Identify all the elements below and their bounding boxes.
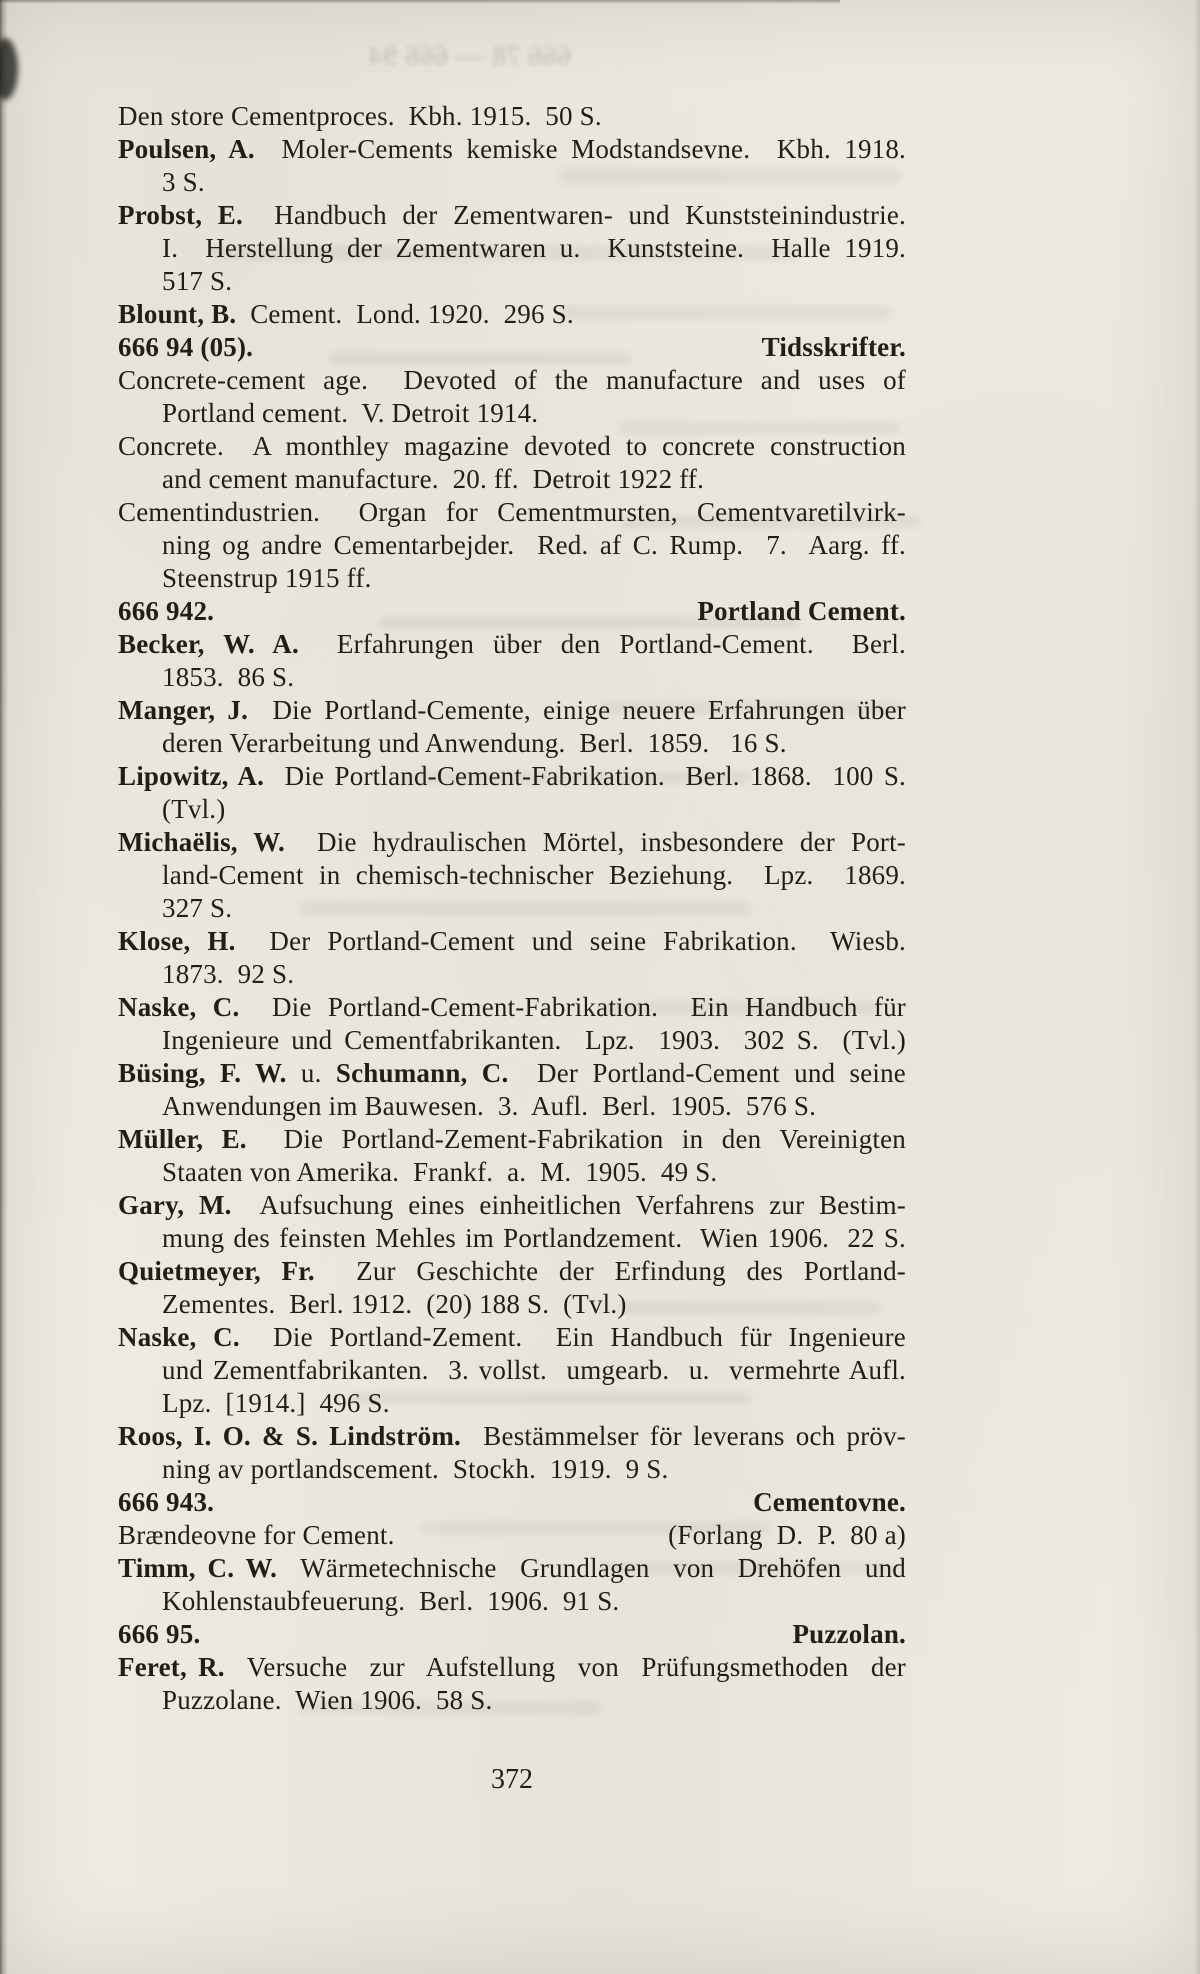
entry-text: Die Portland-Cement-Fabrikation. Ein Handbuch für — [239, 992, 906, 1022]
bibliography-line — [118, 1090, 906, 1123]
bibliography-line — [118, 100, 906, 133]
scan-edge-artifact — [0, 38, 18, 100]
bibliography-line — [118, 991, 906, 1024]
section-title: Portland Cement. — [697, 596, 906, 626]
author-name: Michaëlis, W. — [118, 827, 285, 857]
entry-text: Cement. Lond. 1920. 296 S. — [236, 299, 574, 329]
entry-text: Die Portland-Zement-Fabrikation in den Vereinigten — [246, 1124, 906, 1154]
entry-reference: (Forlang D. P. 80 a) — [668, 1520, 906, 1550]
entry-text: Kohlenstaubfeuerung. Berl. 1906. 91 S. — [162, 1586, 620, 1616]
bibliography-line — [118, 1420, 906, 1453]
author-name: Müller, E. — [118, 1124, 247, 1154]
author-name: Poulsen, A. — [118, 134, 255, 164]
entry-text: and cement manufacture. 20. ff. Detroit 1922 ff. — [162, 464, 705, 494]
entry-text: Der Portland-Cement und seine Fabrikation. Wiesb. — [235, 926, 907, 956]
entry-text: mung des feinsten Mehles im Portlandzement. Wien 1906. 22 S. — [162, 1223, 906, 1253]
author-name: Klose, H. — [118, 926, 236, 956]
scan-edge-top — [0, 0, 840, 4]
bibliography-line — [118, 1057, 906, 1090]
bibliography-line — [118, 1585, 906, 1618]
bibliography-line — [118, 265, 906, 298]
entry-text: und Zementfabrikanten. 3. vollst. umgearb. u. vermehrte Aufl. — [162, 1355, 906, 1385]
bibliography-line — [118, 1255, 906, 1288]
bibliography-line — [118, 1651, 906, 1684]
bibliography-line — [118, 826, 906, 859]
entry-text: 327 S. — [162, 893, 233, 923]
bibliography-line — [118, 1222, 906, 1255]
entry-text: Moler-Cements kemiske Modstandsevne. Kbh. 1918. — [254, 134, 906, 164]
entry-text: Aufsuchung eines einheitlichen Verfahrens zur Bestim- — [231, 1190, 906, 1220]
bibliography-line — [118, 397, 906, 430]
bibliography-line — [118, 661, 906, 694]
entry-text: Zementes. Berl. 1912. (20) 188 S. (Tvl.) — [162, 1289, 627, 1319]
bibliography-line — [118, 1189, 906, 1222]
bibliography-line — [118, 958, 906, 991]
entry-text: 1853. 86 S. — [162, 662, 295, 692]
author-name: Lipowitz, A. — [118, 761, 265, 791]
bibliography-line — [118, 199, 906, 232]
entry-text: Anwendungen im Bauwesen. 3. Aufl. Berl. 1905. 576 S. — [162, 1091, 817, 1121]
entry-text: Portland cement. V. Detroit 1914. — [162, 398, 539, 428]
author-name: Naske, C. — [118, 992, 240, 1022]
author-name: Blount, B. — [118, 299, 237, 329]
section-title: Cementovne. — [753, 1487, 906, 1517]
author-name: Büsing, F. W. — [118, 1058, 287, 1088]
classification-number: 666 942. — [118, 596, 215, 626]
author-name: Naske, C. — [118, 1322, 240, 1352]
entry-text: Erfahrungen über den Portland-Cement. Berl. — [298, 629, 907, 659]
page-number: 372 — [491, 1764, 533, 1795]
entry-text: Ingenieure und Cementfabrikanten. Lpz. 1903. 302 S. (Tvl.) — [162, 1025, 906, 1055]
author-name: Manger, J. — [118, 695, 249, 725]
entry-text: Der Portland-Cement und seine — [508, 1058, 906, 1088]
bibliography-line — [118, 1519, 906, 1552]
bibliography-line — [118, 1123, 906, 1156]
show-through-text: 666 78 — 666 94 — [368, 40, 572, 72]
entry-text: Versuche zur Aufstellung von Prüfungsmethoden der — [224, 1652, 907, 1682]
bibliography-line — [118, 694, 906, 727]
entry-text: Bestämmelser för leverans och pröv- — [460, 1421, 906, 1451]
bibliography-line — [118, 628, 906, 661]
entry-text: Steenstrup 1915 ff. — [162, 563, 372, 593]
entry-text: Cementindustrien. Organ for Cementmursten, Cementvaretilvirk- — [118, 497, 906, 527]
author-name: Gary, M. — [118, 1190, 232, 1220]
bibliography-line — [118, 1453, 906, 1486]
section-title: Tidsskrifter. — [761, 332, 906, 362]
entry-text: Lpz. [1914.] 496 S. — [162, 1388, 390, 1418]
scan-edge-left — [0, 0, 8, 1974]
entry-text: I. Herstellung der Zementwaren u. Kunststeine. Halle 1919. — [162, 233, 906, 263]
bibliography-line — [118, 298, 906, 331]
section-heading — [118, 595, 906, 628]
bibliography-line — [118, 463, 906, 496]
entry-text: Puzzolane. Wien 1906. 58 S. — [162, 1685, 493, 1715]
author-name: Becker, W. A. — [118, 629, 299, 659]
entry-text: Concrete. A monthley magazine devoted to concrete construction — [118, 431, 906, 461]
bibliography-line — [118, 1354, 906, 1387]
bibliography-line — [118, 232, 906, 265]
classification-number: 666 943. — [118, 1487, 215, 1517]
entry-text: Handbuch der Zementwaren- und Kunststeinindustrie. — [242, 200, 907, 230]
section-heading — [118, 1486, 906, 1519]
bibliography-line — [118, 1552, 906, 1585]
entry-text: (Tvl.) — [162, 794, 226, 824]
bibliography-line — [118, 727, 906, 760]
bibliography-line — [118, 364, 906, 397]
bibliography-line — [118, 1684, 906, 1717]
entry-text: ning og andre Cementarbejder. Red. af C. Rump. 7. Aarg. ff. — [162, 530, 906, 560]
entry-text: 1873. 92 S. — [162, 959, 295, 989]
entry-text: Staaten von Amerika. Frankf. a. M. 1905. 49 S. — [162, 1157, 718, 1187]
entry-text: u. — [286, 1058, 336, 1088]
author-name: Timm, C. W. — [118, 1553, 278, 1583]
author-name: Probst, E. — [118, 200, 243, 230]
bibliography-line — [118, 892, 906, 925]
section-heading — [118, 1618, 906, 1651]
bibliography-line — [118, 1288, 906, 1321]
bibliography-line — [118, 760, 906, 793]
bibliography-entries — [118, 100, 906, 1717]
bibliography-line — [118, 1024, 906, 1057]
classification-number: 666 94 (05). — [118, 332, 254, 362]
entry-text: Die hydraulischen Mörtel, insbesondere der Port- — [284, 827, 906, 857]
bibliography-line — [118, 925, 906, 958]
bibliography-line — [118, 793, 906, 826]
author-name: Feret, R. — [118, 1652, 225, 1682]
entry-text: Die Portland-Cement-Fabrikation. Berl. 1868. 100 S. — [264, 761, 906, 791]
bibliography-line — [118, 430, 906, 463]
bibliography-line — [118, 166, 906, 199]
entry-text: deren Verarbeitung und Anwendung. Berl. 1859. 16 S. — [162, 728, 787, 758]
entry-text: land-Cement in chemisch-technischer Beziehung. Lpz. 1869. — [162, 860, 906, 890]
entry-text: ning av portlandscement. Stockh. 1919. 9 S. — [162, 1454, 669, 1484]
bibliography-line — [118, 859, 906, 892]
section-title: Puzzolan. — [792, 1619, 906, 1649]
entry-text: Die Portland-Zement. Ein Handbuch für Ingenieure — [239, 1322, 906, 1352]
entry-text: Zur Geschichte der Erfindung des Portland- — [314, 1256, 906, 1286]
entry-text: Wärmetechnische Grundlagen von Drehöfen und — [277, 1553, 906, 1583]
bibliography-line — [118, 1387, 906, 1420]
author-name: Roos, I. O. & S. Lindström. — [118, 1421, 461, 1451]
entry-text: Brændeovne for Cement. — [118, 1520, 395, 1550]
scan-edge-right — [1194, 0, 1200, 1974]
entry-text: 517 S. — [162, 266, 233, 296]
bibliography-line — [118, 496, 906, 529]
author-name: Schumann, C. — [335, 1058, 509, 1088]
bibliography-line — [118, 562, 906, 595]
section-heading — [118, 331, 906, 364]
author-name: Quietmeyer, Fr. — [118, 1256, 315, 1286]
classification-number: 666 95. — [118, 1619, 201, 1649]
bibliography-line — [118, 1321, 906, 1354]
entry-text: Concrete-cement age. Devoted of the manufacture and uses of — [118, 365, 906, 395]
entry-text: Den store Cementproces. Kbh. 1915. 50 S. — [118, 101, 602, 131]
entry-text: Die Portland-Cemente, einige neuere Erfahrungen über — [248, 695, 906, 725]
bibliography-line — [118, 1156, 906, 1189]
entry-text: 3 S. — [162, 167, 205, 197]
bibliography-line — [118, 529, 906, 562]
bibliography-line — [118, 133, 906, 166]
